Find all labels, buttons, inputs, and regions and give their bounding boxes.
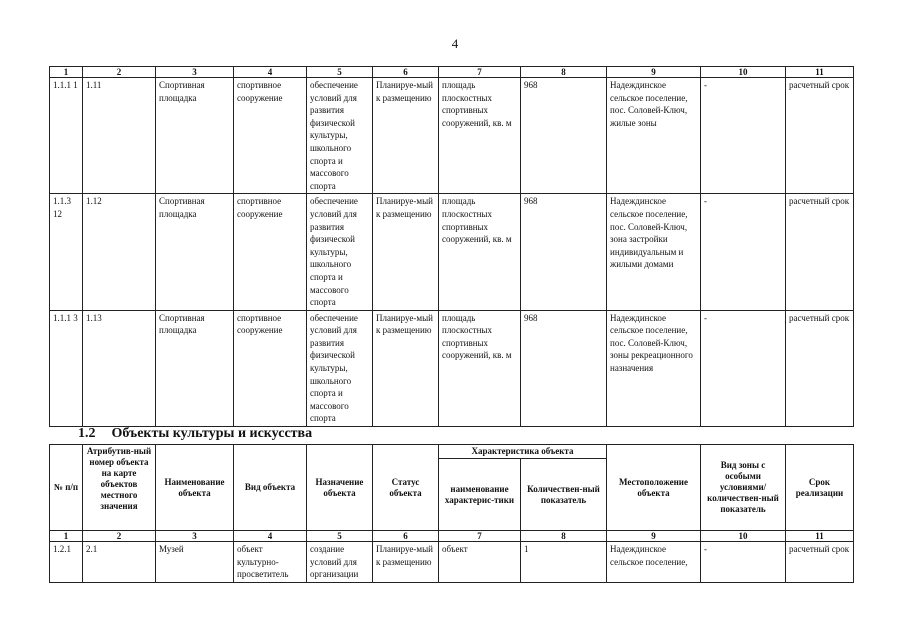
column-number: 1 xyxy=(50,67,83,78)
column-number: 10 xyxy=(701,67,786,78)
header-location: Местоположение объекта xyxy=(607,445,701,531)
cell-zone: - xyxy=(701,78,786,194)
cell-purpose: создание условий для организации xyxy=(307,542,373,583)
cell-type: спортивное сооружение xyxy=(234,310,307,426)
column-number-row xyxy=(50,531,854,542)
column-number: 8 xyxy=(521,67,607,78)
cell-purpose: обеспечение условий для развития физической культуры, школьного спорта и массового спорта xyxy=(307,194,373,310)
cell-number: 1.1.1 1 xyxy=(50,78,83,194)
cell-location: Надеждинское сельское поселение, пос. Соловей-Ключ, зона застройки индивидуальным и жилыми домами xyxy=(607,194,701,310)
cell-attr-number: 1.13 xyxy=(83,310,156,426)
header-row xyxy=(50,445,854,459)
header-num: № п/п xyxy=(50,445,83,531)
header-zone: Вид зоны с особыми условиями/ количествен-ный показатель xyxy=(701,445,786,531)
cell-term: расчетный срок xyxy=(786,78,854,194)
cell-purpose: обеспечение условий для развития физической культуры, школьного спорта и массового спорта xyxy=(307,310,373,426)
cell-name: Спортивная площадка xyxy=(156,78,234,194)
column-number: 7 xyxy=(439,67,521,78)
column-number: 2 xyxy=(83,531,156,542)
cell-char-value: 968 xyxy=(521,310,607,426)
header-char-value: Количествен-ный показатель xyxy=(521,459,607,531)
column-number: 11 xyxy=(786,531,854,542)
cell-term: расчетный срок xyxy=(786,194,854,310)
column-number: 2 xyxy=(83,67,156,78)
section-title: Объекты культуры и искусства xyxy=(111,426,313,441)
column-number: 7 xyxy=(439,531,521,542)
cell-char-name: площадь плоскостных спортивных сооружений, кв. м xyxy=(439,78,521,194)
column-number: 6 xyxy=(373,67,439,78)
column-number: 8 xyxy=(521,531,607,542)
table-row xyxy=(50,542,854,583)
header-type: Вид объекта xyxy=(234,445,307,531)
cell-status: Планируе-мый к размещению xyxy=(373,194,439,310)
cell-status: Планируе-мый к размещению xyxy=(373,310,439,426)
column-number: 5 xyxy=(307,67,373,78)
cell-status: Планируе-мый к размещению xyxy=(373,542,439,583)
column-number: 11 xyxy=(786,67,854,78)
table-row xyxy=(50,194,854,310)
cell-purpose: обеспечение условий для развития физической культуры, школьного спорта и массового спорта xyxy=(307,78,373,194)
cell-number: 1.1.3 12 xyxy=(50,194,83,310)
cell-attr-number: 1.11 xyxy=(83,78,156,194)
column-number: 9 xyxy=(607,67,701,78)
cell-char-name: объект xyxy=(439,542,521,583)
cell-attr-number: 2.1 xyxy=(83,542,156,583)
cell-status: Планируе-мый к размещению xyxy=(373,78,439,194)
cell-location: Надеждинское сельское поселение, xyxy=(607,542,701,583)
cell-char-value: 968 xyxy=(521,194,607,310)
cell-type: объект культурно-просветитель xyxy=(234,542,307,583)
cell-term: расчетный срок xyxy=(786,310,854,426)
cell-number: 1.1.1 3 xyxy=(50,310,83,426)
cell-char-value: 1 xyxy=(521,542,607,583)
section-heading xyxy=(78,426,312,442)
column-number: 10 xyxy=(701,531,786,542)
column-number: 4 xyxy=(234,67,307,78)
page-number: 4 xyxy=(451,36,459,51)
cell-name: Спортивная площадка xyxy=(156,310,234,426)
column-number: 5 xyxy=(307,531,373,542)
column-number: 3 xyxy=(156,531,234,542)
column-number: 9 xyxy=(607,531,701,542)
header-purpose: Назначение объекта xyxy=(307,445,373,531)
header-term: Срок реализации xyxy=(786,445,854,531)
cell-location: Надеждинское сельское поселение, пос. Соловей-Ключ, зоны рекреационного назначения xyxy=(607,310,701,426)
section-number: 1.2 xyxy=(78,426,96,441)
cell-name: Музей xyxy=(156,542,234,583)
cell-name: Спортивная площадка xyxy=(156,194,234,310)
cell-char-value: 968 xyxy=(521,78,607,194)
header-characteristic-group: Характеристика объекта xyxy=(439,445,607,459)
column-number-row xyxy=(50,67,854,78)
column-number: 6 xyxy=(373,531,439,542)
header-name: Наименование объекта xyxy=(156,445,234,531)
cell-location: Надеждинское сельское поселение, пос. Соловей-Ключ, жилые зоны xyxy=(607,78,701,194)
header-attr-number: Атрибутив-ный номер объекта на карте объектов местного значения xyxy=(83,445,156,531)
cell-term: расчетный срок xyxy=(786,542,854,583)
cell-char-name: площадь плоскостных спортивных сооружений, кв. м xyxy=(439,310,521,426)
table-row xyxy=(50,310,854,426)
cell-attr-number: 1.12 xyxy=(83,194,156,310)
cell-type: спортивное сооружение xyxy=(234,78,307,194)
header-char-name: наименование характерис-тики xyxy=(439,459,521,531)
cell-zone: - xyxy=(701,310,786,426)
cell-type: спортивное сооружение xyxy=(234,194,307,310)
cell-zone: - xyxy=(701,542,786,583)
column-number: 1 xyxy=(50,531,83,542)
column-number: 4 xyxy=(234,531,307,542)
cell-zone: - xyxy=(701,194,786,310)
column-number: 3 xyxy=(156,67,234,78)
culture-objects-table xyxy=(49,444,854,583)
table-row xyxy=(50,78,854,194)
cell-char-name: площадь плоскостных спортивных сооружений, кв. м xyxy=(439,194,521,310)
sports-objects-table xyxy=(49,66,854,427)
header-status: Статус объекта xyxy=(373,445,439,531)
cell-number: 1.2.1 xyxy=(50,542,83,583)
